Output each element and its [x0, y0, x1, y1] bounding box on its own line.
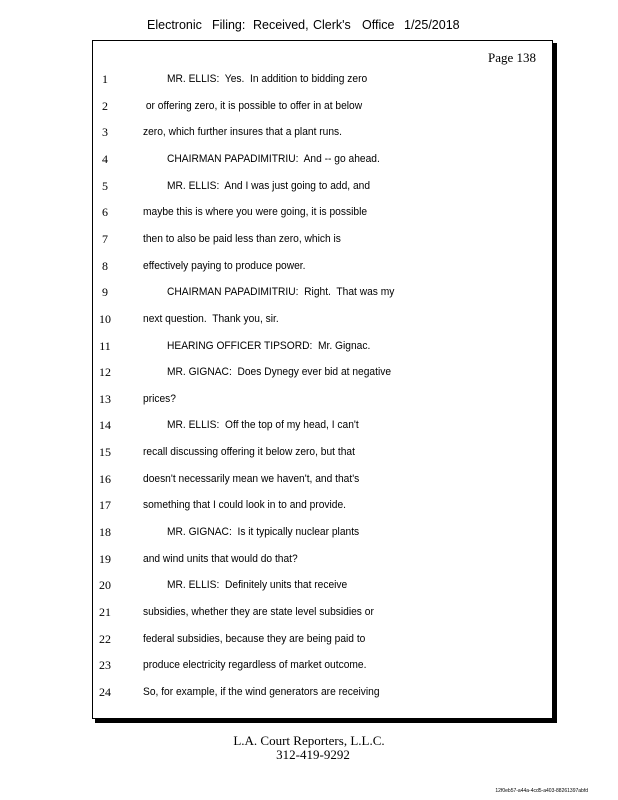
- transcript-line: [0, 578, 618, 598]
- line-text: MR. ELLIS: Definitely units that receive: [167, 579, 348, 592]
- line-number: 13: [99, 391, 111, 406]
- stamp-clerks: Clerk's: [313, 18, 351, 32]
- line-number: 21: [99, 605, 111, 619]
- page-number: Page 138: [487, 50, 536, 65]
- line-number: 20: [99, 578, 111, 593]
- footer-company: L.A. Court Reporters, L.L.C.: [233, 733, 385, 748]
- document-hash: 12f0eb57-a44a-4cd5-a403-88261397abfd: [495, 788, 588, 794]
- line-number: 23: [99, 658, 111, 673]
- line-text: or offering zero, it is possible to offer in at below: [143, 99, 363, 112]
- stamp-office: Office: [362, 18, 395, 32]
- transcript-line: [0, 525, 618, 545]
- line-text: then to also be paid less than zero, which is: [143, 232, 341, 245]
- line-number: 18: [99, 525, 111, 539]
- line-number: 10: [99, 311, 111, 326]
- line-text: something that I could look in to and provide.: [143, 499, 347, 512]
- transcript-line: [0, 179, 618, 199]
- line-text: effectively paying to produce power.: [143, 259, 306, 272]
- transcript-line: [0, 339, 618, 359]
- transcript-line: [0, 365, 618, 385]
- line-text: MR. GIGNAC: Does Dynegy ever bid at negative: [167, 366, 392, 379]
- line-text: HEARING OFFICER TIPSORD: Mr. Gignac.: [167, 339, 371, 352]
- line-number: 8: [102, 258, 108, 273]
- transcript-line: [0, 418, 618, 438]
- transcript-line: [0, 392, 618, 412]
- filing-stamp: [0, 18, 618, 36]
- line-number: 9: [102, 285, 108, 300]
- line-number: 16: [99, 471, 111, 486]
- line-text: MR. ELLIS: Yes. In addition to bidding zero: [167, 73, 368, 85]
- line-text: maybe this is where you were going, it is possible: [143, 206, 368, 219]
- line-text: MR. ELLIS: And I was just going to add, and: [167, 179, 371, 192]
- transcript-line: [0, 472, 618, 492]
- transcript-line: [0, 232, 618, 252]
- line-number: 17: [99, 498, 111, 513]
- transcript-line: [0, 285, 618, 305]
- line-number: 6: [102, 205, 108, 220]
- line-text: federal subsidies, because they are being paid to: [143, 632, 366, 645]
- transcript-line: [0, 259, 618, 279]
- transcript-line: [0, 152, 618, 172]
- line-number: 4: [102, 151, 108, 166]
- transcript-line: [0, 605, 618, 625]
- line-number: 7: [102, 231, 108, 246]
- stamp-filing: Filing:: [212, 18, 246, 32]
- line-text: and wind units that would do that?: [143, 552, 298, 565]
- transcript-line: [0, 72, 618, 92]
- line-number: 11: [99, 338, 111, 353]
- line-number: 3: [102, 125, 108, 140]
- line-text: recall discussing offering it below zero, but that: [143, 446, 355, 459]
- transcript-line: [0, 685, 618, 705]
- line-text: subsidies, whether they are state level subsidies or: [143, 606, 374, 618]
- line-number: 2: [102, 98, 108, 113]
- line-number: 14: [99, 418, 111, 433]
- transcript-line: [0, 552, 618, 572]
- line-text: MR. ELLIS: Off the top of my head, I can't: [167, 419, 359, 432]
- line-text: zero, which further insures that a plant runs.: [143, 126, 343, 139]
- line-number: 19: [99, 551, 111, 566]
- line-number: 12: [99, 365, 111, 380]
- line-text: doesn't necessarily mean we haven't, and that's: [143, 472, 360, 485]
- footer-phone: 312-419-9292: [276, 747, 350, 762]
- line-text: So, for example, if the wind generators are receiving: [143, 685, 380, 698]
- stamp-received: Received,: [253, 18, 309, 32]
- line-text: CHAIRMAN PAPADIMITRIU: Right. That was my: [167, 286, 395, 299]
- line-number: 24: [99, 684, 111, 699]
- stamp-electronic: Electronic: [147, 18, 202, 32]
- line-text: CHAIRMAN PAPADIMITRIU: And -- go ahead.: [167, 152, 380, 165]
- transcript-line: [0, 658, 618, 678]
- transcript-line: [0, 445, 618, 465]
- line-number: 5: [102, 178, 108, 193]
- line-text: next question. Thank you, sir.: [143, 312, 279, 325]
- line-text: produce electricity regardless of market outcome.: [143, 659, 367, 672]
- line-text: prices?: [143, 392, 176, 405]
- transcript-line: [0, 125, 618, 145]
- transcript-line: [0, 632, 618, 652]
- line-number: 15: [99, 445, 111, 460]
- transcript-line: [0, 312, 618, 332]
- stamp-date: 1/25/2018: [404, 18, 460, 32]
- transcript-line: [0, 205, 618, 225]
- transcript-line: [0, 99, 618, 119]
- line-number: 1: [102, 72, 108, 86]
- line-text: MR. GIGNAC: Is it typically nuclear plants: [167, 526, 360, 538]
- transcript-line: [0, 498, 618, 518]
- line-number: 22: [99, 631, 111, 646]
